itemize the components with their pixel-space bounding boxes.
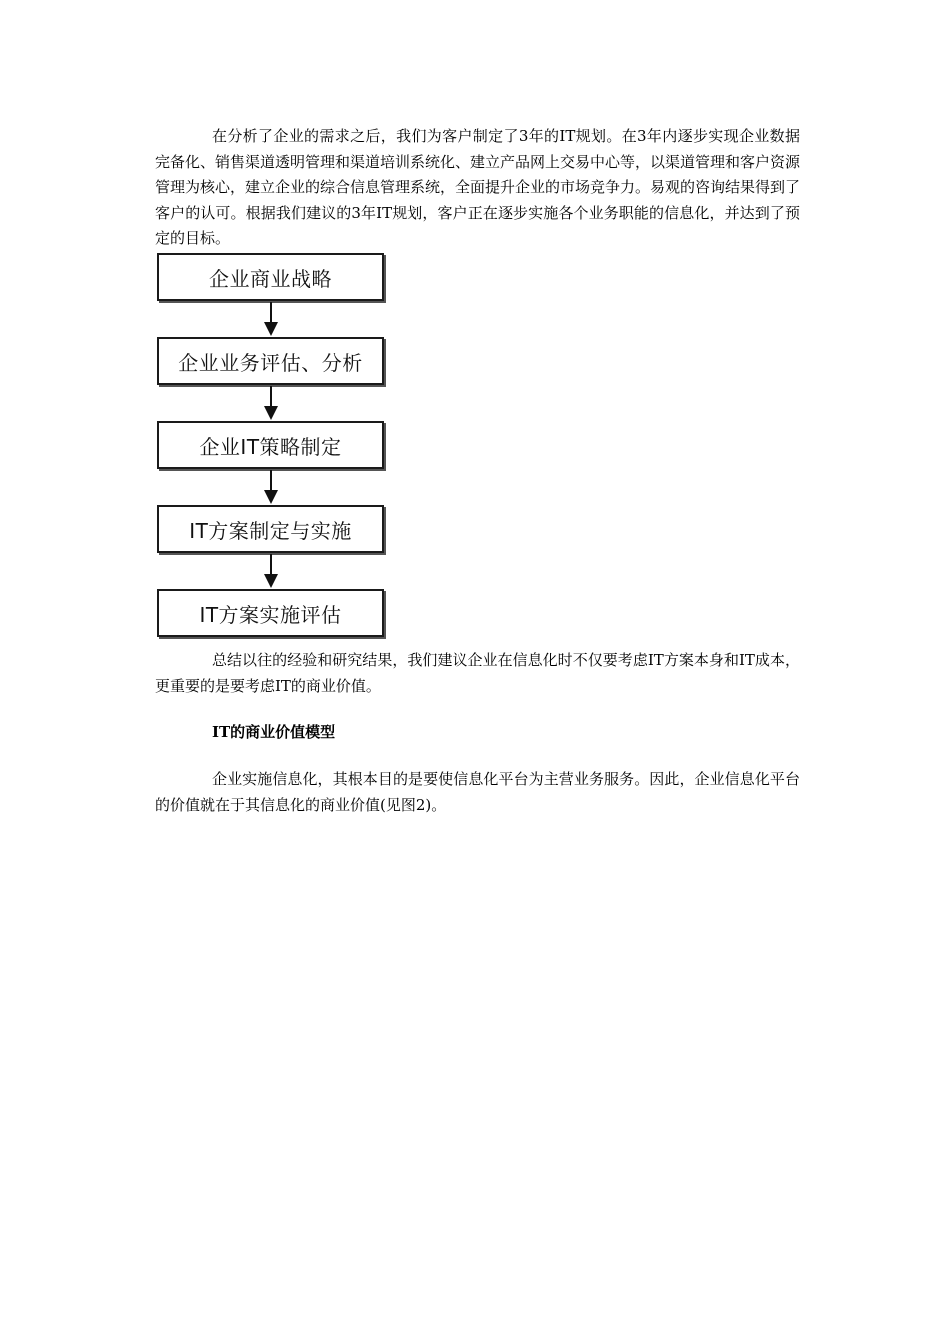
intro-paragraph: 在分析了企业的需求之后，我们为客户制定了3年的IT规划。在3年内逐步实现企业数据完备化、销售渠道透明管理和渠道培训系统化、建立产品网上交易中心等，以渠道管理和客户资源管理为核心，建立企业的综合信息管理系统，全面提升企业的市场竞争力。易观的咨询结果得到了客户的认可。根据我们建议的3年IT规划，客户正在逐步实施各个业务职能的信息化，并达到了预定的目标。	[155, 127, 801, 247]
flow-arrow-down-icon	[270, 470, 272, 504]
flow-arrow-down-icon	[270, 302, 272, 336]
flow-arrow-down-icon	[270, 386, 272, 420]
flow-step-business-strategy: 企业商业战略	[157, 253, 384, 301]
value-paragraph: 企业实施信息化，其根本目的是要使信息化平台为主营业务服务。因此，企业信息化平台的价值就在于其信息化的商业价值(见图2)。	[155, 770, 800, 814]
it-planning-flowchart	[150, 250, 395, 645]
flow-step-it-evaluation: IT方案实施评估	[157, 589, 384, 637]
summary-paragraph: 总结以往的经验和研究结果，我们建议企业在信息化时不仅要考虑IT方案本身和IT成本，更重要的是要考虑IT的商业价值。	[155, 651, 800, 695]
section-heading: IT的商业价值模型	[212, 723, 336, 741]
flow-arrow-down-icon	[270, 554, 272, 588]
flow-step-business-assessment: 企业业务评估、分析	[157, 337, 384, 385]
flow-step-it-solution: IT方案制定与实施	[157, 505, 384, 553]
flow-step-it-strategy: 企业IT策略制定	[157, 421, 384, 469]
